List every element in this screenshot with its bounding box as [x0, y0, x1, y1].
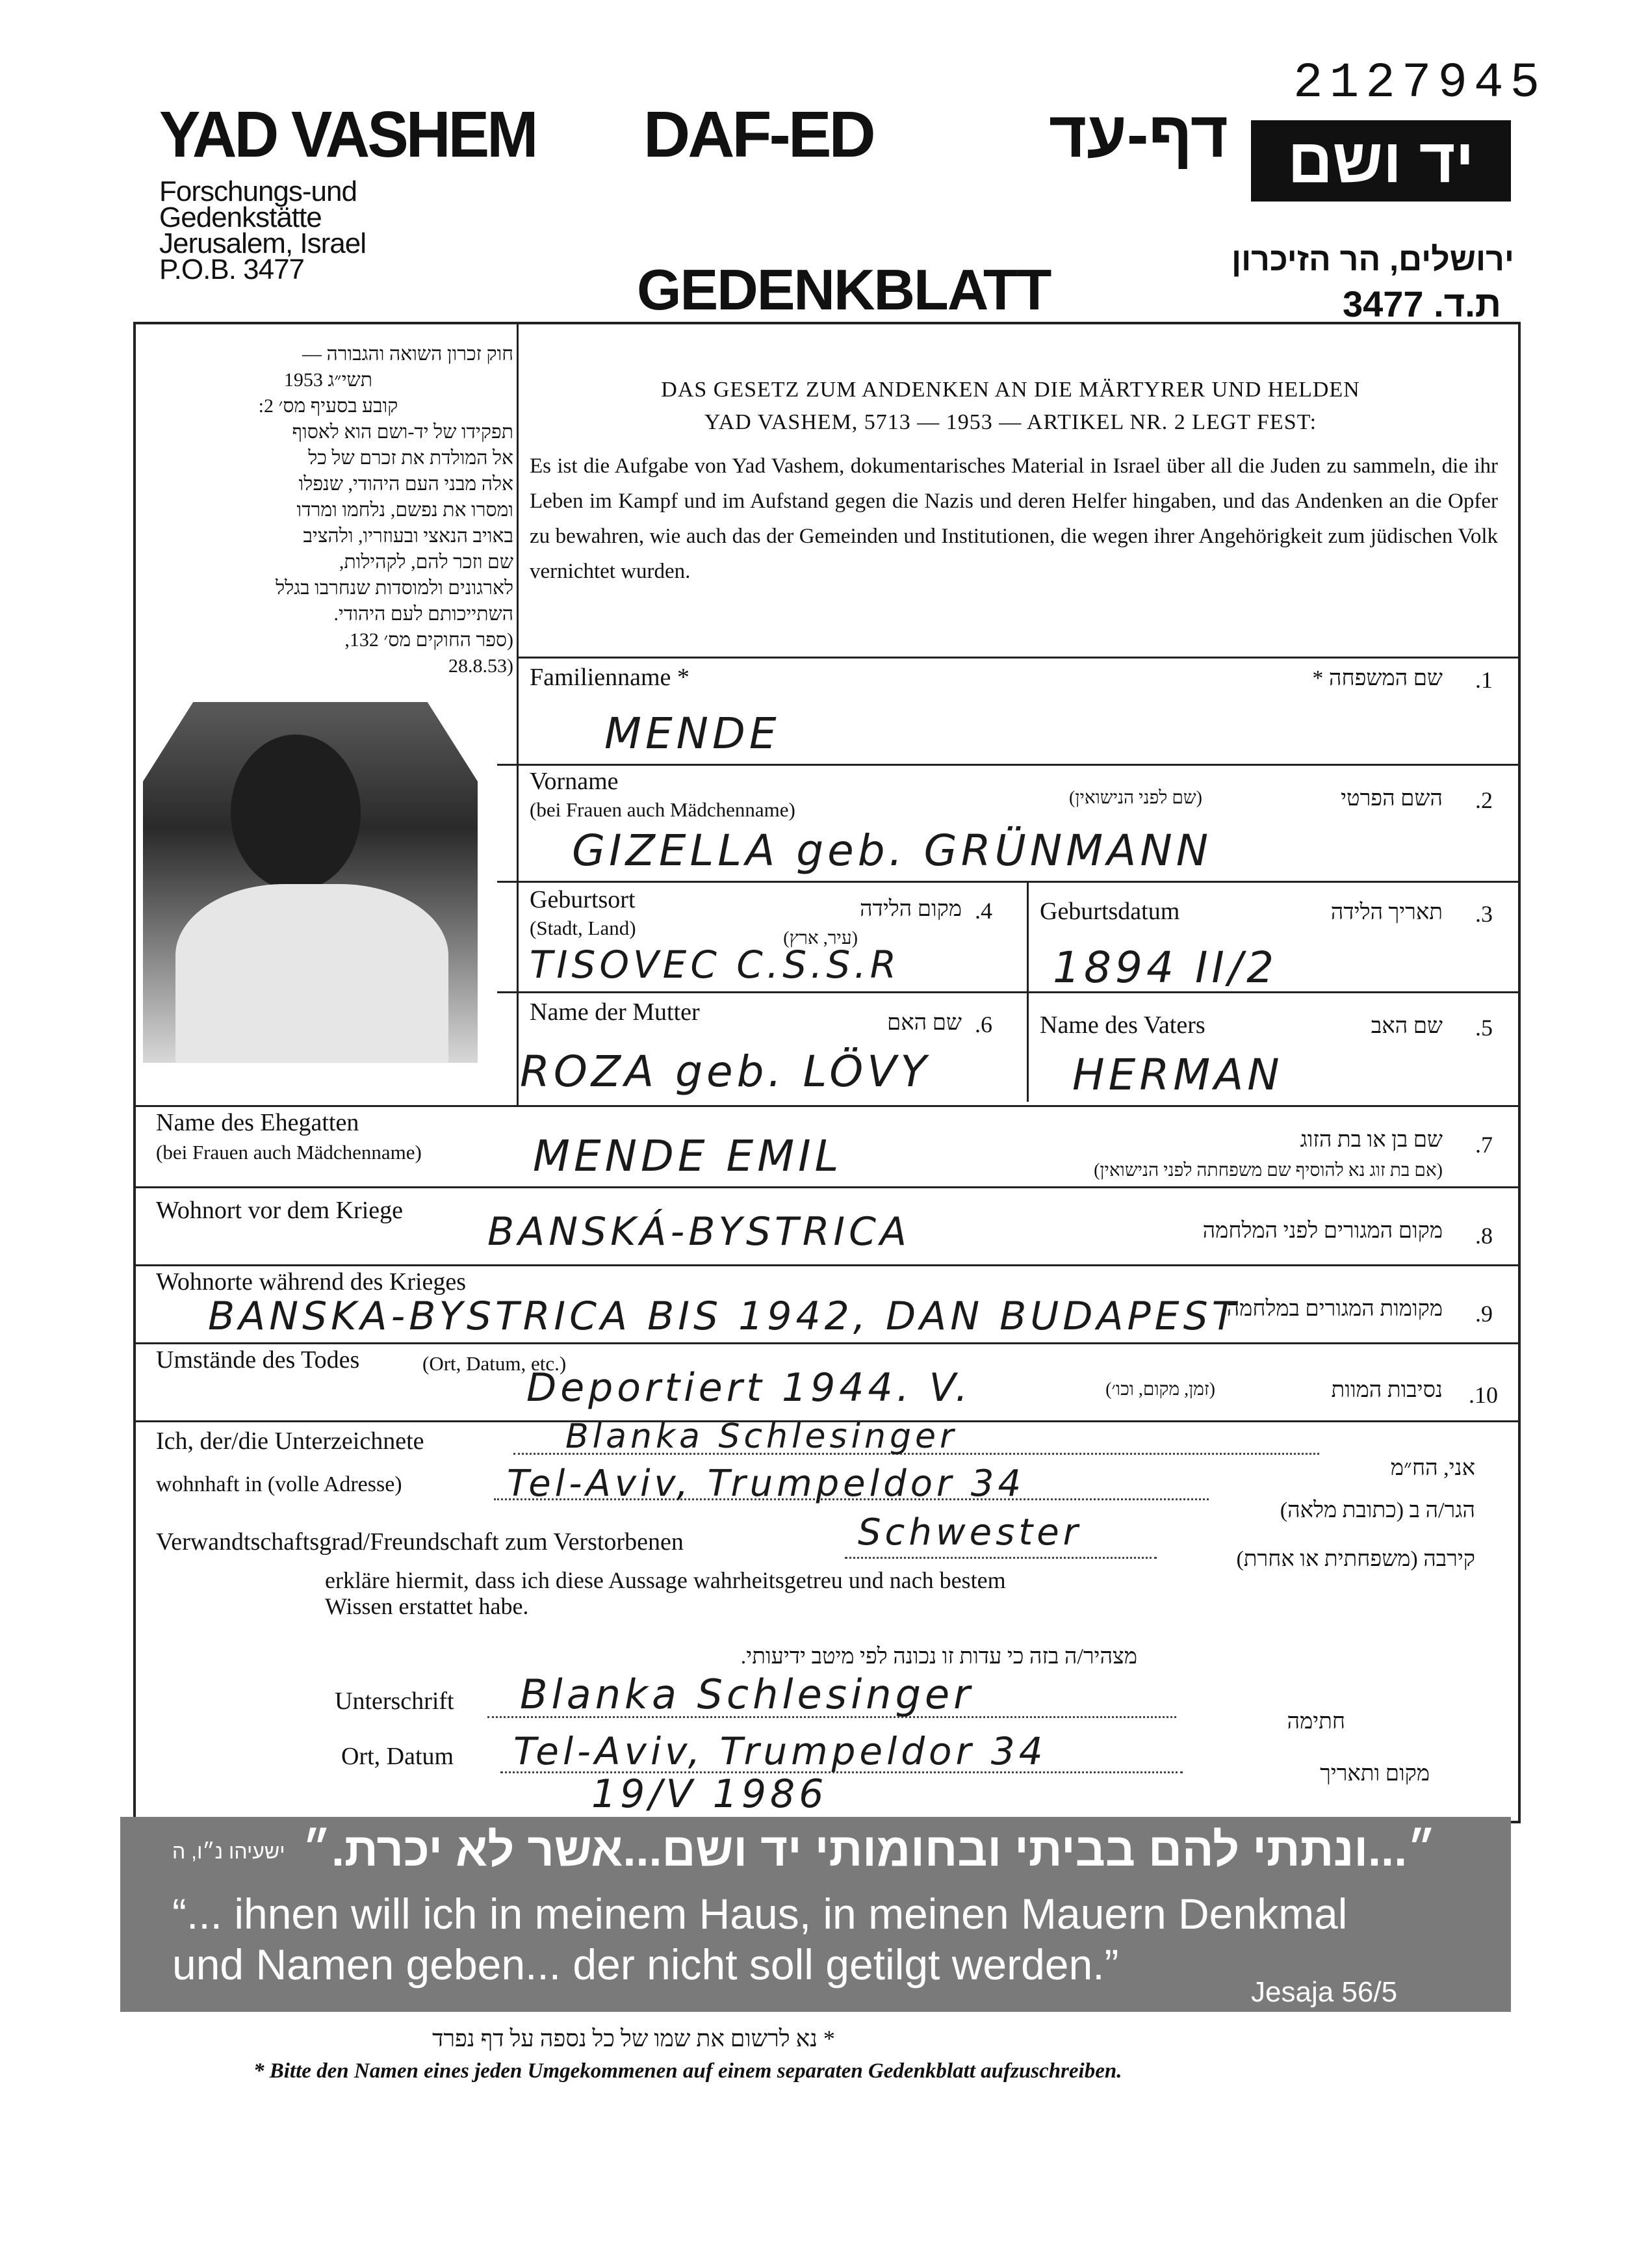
law-hebrew-line: (28.8.53: [448, 655, 513, 677]
law-hebrew-line: ומסרו את נפשם, נלחמו ומרדו: [296, 499, 513, 521]
field-number: .6: [975, 1011, 992, 1037]
birth-date-label-hebrew: תאריך הלידה: [1330, 900, 1443, 924]
field-number: .1: [1475, 667, 1493, 693]
law-column-divider: [517, 323, 519, 1106]
relation-label-hebrew: קירבה (משפחתית או אחרת): [1236, 1547, 1475, 1571]
death-circumstances-sublabel-hebrew: (זמן, מקום, וכו׳): [1105, 1379, 1215, 1400]
death-circumstances-value[interactable]: Deportiert 1944. V.: [526, 1365, 972, 1411]
hebrew-address-line: ירושלים, הר הזיכרון: [1231, 241, 1514, 278]
address-label: wohnhaft in (volle Adresse): [156, 1472, 402, 1496]
spouse-label: Name des Ehegatten: [156, 1109, 359, 1136]
residence-during-value[interactable]: BANSKA-BYSTRICA BIS 1942, DAN BUDAPEST: [208, 1294, 1240, 1339]
field-number: .3: [1475, 901, 1493, 927]
mother-name-label: Name der Mutter: [530, 998, 700, 1026]
divider: [517, 657, 1519, 658]
signer-value[interactable]: Blanka Schlesinger: [565, 1417, 958, 1456]
birth-date-value[interactable]: 1894 II/2: [1053, 943, 1278, 993]
law-hebrew-line: קובע בסעיף מס׳ 2:: [258, 395, 398, 417]
spouse-label-hebrew: שם בן או בת הזוג: [1300, 1128, 1443, 1152]
divider: [135, 1186, 1519, 1188]
birth-place-label-hebrew: מקום הלידה: [859, 897, 962, 921]
first-name-label: Vorname: [530, 768, 619, 795]
address-label-hebrew: הגר/ה ב (כתובת מלאה): [1280, 1498, 1475, 1522]
form-title: GEDENKBLATT: [637, 257, 1051, 322]
spouse-sublabel: (bei Frauen auch Mädchenname): [156, 1141, 422, 1164]
law-hebrew-line: (ספר החוקים מס׳ 132,: [344, 629, 513, 651]
banner-ref-hebrew: ישעיהו נ״ו, ה: [172, 1840, 285, 1863]
residence-before-label-hebrew: מקום המגורים לפני המלחמה: [1202, 1219, 1443, 1243]
yad-vashem-logo: יד ושם: [1251, 120, 1511, 202]
date-value[interactable]: 19/V 1986: [591, 1771, 828, 1817]
birth-date-label: Geburtsdatum: [1040, 898, 1180, 925]
law-text-german: Es ist die Aufgabe von Yad Vashem, dokumentarisches Material in Israel über all die Juden zu sammeln, die ihr Leben im Kampf und im Aufstand gegen die Nazis und deren Helfer hingaben, und das Andenken an die Opfer zu bewahren, wie auch das der Gemeinden und Institutionen, die wegen ihrer Angehörigkeit zum jüdischen Volk vernichtet wurden.: [530, 454, 1498, 583]
law-hebrew-line: תפקידו של יד-ושם הוא לאסוף: [292, 421, 513, 443]
law-hebrew-line: אלה מבני העם היהודי, שנפלו: [298, 473, 513, 495]
first-name-sublabel: (bei Frauen auch Mädchenname): [530, 798, 795, 821]
law-hebrew-line: אל המולדת את זכרם של כל: [308, 447, 513, 469]
law-hebrew-line: תשי״ג 1953: [283, 369, 373, 391]
law-title-german: [530, 374, 1491, 439]
place-date-label-hebrew: מקום ותאריך: [1320, 1762, 1430, 1786]
first-name-value[interactable]: GIZELLA geb. GRÜNMANN: [572, 826, 1213, 876]
banner-ref-german: Jesaja 56/5: [1251, 1976, 1398, 2008]
law-text-hebrew: [143, 341, 513, 679]
field-number: .9: [1475, 1301, 1493, 1327]
signer-label: Ich, der/die Unterzeichnete: [156, 1427, 424, 1455]
photo-shirt: [175, 884, 448, 1063]
first-name-label-hebrew: השם הפרטי: [1341, 787, 1443, 811]
birth-place-sublabel: (Stadt, Land): [530, 917, 636, 939]
relation-label: Verwandtschaftsgrad/Freundschaft zum Verstorbenen: [156, 1528, 684, 1556]
statement-hebrew: מצהיר/ה בזה כי עדות זו נכונה לפי מיטב ידיעותי.: [740, 1645, 1137, 1669]
signature-label-hebrew: חתימה: [1287, 1710, 1345, 1734]
family-name-label: Familienname *: [530, 664, 690, 691]
place-value[interactable]: Tel-Aviv, Trumpeldor 34: [513, 1729, 1047, 1773]
spouse-sublabel-hebrew: (אם בת זוג נא להוסיף שם משפחתה לפני הנישואין): [1094, 1160, 1443, 1180]
divider: [497, 991, 1519, 993]
divider: [497, 764, 1519, 766]
place-date-label: Ort, Datum: [341, 1743, 454, 1770]
address-line: Jerusalem, Israel: [159, 228, 367, 259]
divider: [135, 1342, 1519, 1344]
field-number: .10: [1469, 1382, 1498, 1408]
banner-quote-line: “... ihnen will ich in meinem Haus, in meinen Mauern Denkmal: [172, 1890, 1348, 1938]
org-address: [159, 176, 432, 285]
statement-text: erkläre hiermit, dass ich diese Aussage wahrheitsgetreu und nach bestem: [325, 1567, 1006, 1593]
form-name: DAF-ED: [643, 98, 873, 171]
footnote-hebrew: * נא לרשום את שמו של כל נספה על דף נפרד: [432, 2026, 835, 2052]
divider: [135, 1264, 1519, 1266]
father-name-value[interactable]: HERMAN: [1072, 1050, 1283, 1100]
law-hebrew-line: השתייכותם לעם היהודי.: [333, 603, 513, 625]
hebrew-po-box: ת.ד. 3477: [1342, 283, 1501, 324]
family-name-label-hebrew: שם המשפחה *: [1312, 666, 1443, 690]
law-hebrew-line: לארגונים ולמוסדות שנחרבו בגלל: [276, 577, 513, 599]
field-number: .8: [1475, 1223, 1493, 1249]
law-hebrew-line: באויב הנאצי ובעוזריו, ולהציב: [303, 525, 513, 547]
residence-during-label: Wohnorte während des Krieges: [156, 1268, 467, 1296]
death-circumstances-label-hebrew: נסיבות המוות: [1331, 1378, 1443, 1402]
residence-before-value[interactable]: BANSKÁ-BYSTRICA: [487, 1209, 911, 1255]
field-number: .4: [975, 898, 992, 924]
family-name-value[interactable]: MENDE: [604, 709, 780, 759]
birth-place-value[interactable]: TISOVEC C.S.S.R: [530, 943, 901, 987]
father-name-label-hebrew: שם האב: [1371, 1014, 1443, 1038]
sheet-number: 2127945: [1293, 55, 1547, 111]
org-name: YAD VASHEM: [159, 98, 536, 171]
field-number: .5: [1475, 1015, 1493, 1041]
residence-during-label-hebrew: מקומות המגורים במלחמה: [1226, 1297, 1443, 1321]
father-name-label: Name des Vaters: [1040, 1011, 1205, 1039]
first-name-sublabel-hebrew: (שם לפני הנישואין): [1069, 788, 1202, 808]
form-name-hebrew: דף-עד: [1048, 98, 1228, 171]
relation-value[interactable]: Schwester: [858, 1511, 1082, 1554]
mother-name-value[interactable]: ROZA geb. LÖVY: [520, 1047, 931, 1097]
address-line: P.O.B. 3477: [159, 254, 305, 285]
field-number: .7: [1475, 1132, 1493, 1158]
footnote-german: * Bitte den Namen eines jeden Umgekommenen auf einem separaten Gedenkblatt aufzuschreiben.: [253, 2059, 1122, 2083]
law-title-line: YAD VASHEM, 5713 — 1953 — ARTIKEL NR. 2 LEGT FEST:: [704, 410, 1317, 434]
address-line: Gedenkstätte: [159, 202, 322, 233]
relation-line: [845, 1557, 1157, 1559]
address-value[interactable]: Tel-Aviv, Trumpeldor 34: [507, 1463, 1025, 1505]
law-hebrew-line: חוק זכרון השואה והגבורה —: [302, 343, 513, 365]
law-hebrew-line: שם וזכר להם, לקהילות,: [339, 551, 513, 573]
mother-name-label-hebrew: שם האם: [887, 1011, 962, 1035]
death-circumstances-label: Umstände des Todes: [156, 1346, 360, 1374]
divider: [497, 881, 1519, 883]
signature-label: Unterschrift: [335, 1688, 454, 1715]
law-title-line: DAS GESETZ ZUM ANDENKEN AN DIE MÄRTYRER UND HELDEN: [661, 378, 1360, 402]
statement-text: Wissen erstattet habe.: [325, 1593, 529, 1619]
death-circumstances-sublabel: (Ort, Datum, etc.): [422, 1352, 567, 1375]
divider: [135, 1105, 1519, 1107]
banner-quote-hebrew: ״...ונתתי להם בביתי ובחומותי יד ושם...אשר לא יכרת.״: [302, 1824, 1436, 1876]
signer-label-hebrew: אני, הח״מ: [1390, 1456, 1475, 1480]
birth-place-sublabel-hebrew: (עיר, ארץ): [783, 928, 858, 948]
banner-quote-line: und Namen geben... der nicht soll getilgt werden.”: [172, 1940, 1119, 1988]
spouse-value[interactable]: MENDE EMIL: [533, 1131, 843, 1181]
birth-place-label: Geburtsort: [530, 886, 636, 913]
residence-before-label: Wohnort vor dem Kriege: [156, 1197, 403, 1224]
signature-value[interactable]: Blanka Schlesinger: [520, 1671, 974, 1718]
photo-face: [231, 735, 361, 891]
field-number: .2: [1475, 787, 1493, 813]
banner-quote-german: [172, 1888, 1485, 1990]
address-line: Forschungs-und: [159, 176, 357, 207]
